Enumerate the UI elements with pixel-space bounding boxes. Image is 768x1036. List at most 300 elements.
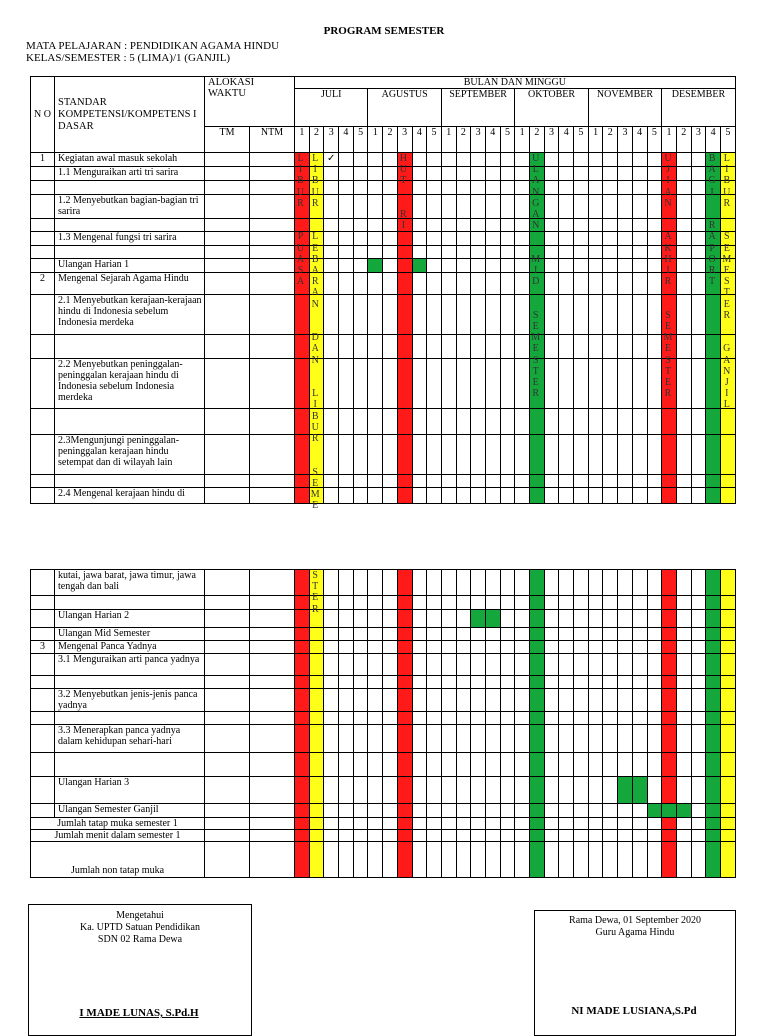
week-cell [471, 259, 486, 273]
week-cell [471, 610, 486, 628]
week-cell [456, 712, 471, 725]
week-cell [632, 219, 647, 232]
week-cell [720, 596, 735, 610]
week-cell [603, 335, 618, 359]
week-cell [412, 259, 427, 273]
week-cell [339, 435, 354, 475]
week-cell [441, 830, 456, 842]
header-week: 2 [456, 127, 471, 153]
row-number [31, 335, 55, 359]
week-cell [632, 232, 647, 246]
week-cell [339, 830, 354, 842]
week-cell [603, 488, 618, 504]
row-number [31, 725, 55, 753]
week-cell [647, 232, 662, 246]
week-cell [632, 712, 647, 725]
row-competency: kutai, jawa barat, jawa timur, jawa tengah dan bali [55, 570, 205, 596]
week-cell [588, 273, 603, 295]
week-cell [515, 488, 530, 504]
cell-ntm [250, 259, 295, 273]
week-cell [691, 167, 706, 181]
week-cell [559, 167, 574, 181]
week-cell [383, 830, 398, 842]
week-cell [691, 725, 706, 753]
week-cell [559, 195, 574, 219]
week-cell [397, 725, 412, 753]
week-cell [691, 689, 706, 712]
week-cell [368, 804, 383, 818]
header-week: 1 [515, 127, 530, 153]
week-cell [544, 359, 559, 409]
week-cell [691, 712, 706, 725]
week-cell [647, 195, 662, 219]
sig-left-name: I MADE LUNAS, S.Pd.H [79, 1007, 199, 1019]
header-week: 5 [647, 127, 662, 153]
week-cell [530, 610, 545, 628]
week-cell [368, 641, 383, 654]
week-cell [515, 359, 530, 409]
week-cell [603, 830, 618, 842]
cell-tm [205, 596, 250, 610]
week-cell [500, 725, 515, 753]
week-cell [706, 689, 721, 712]
week-cell [706, 830, 721, 842]
header-week: 1 [295, 127, 310, 153]
week-cell [559, 725, 574, 753]
table-row [31, 712, 736, 725]
week-cell [574, 753, 589, 777]
row-number [31, 195, 55, 219]
week-cell [544, 195, 559, 219]
cell-ntm [250, 725, 295, 753]
week-cell [676, 246, 691, 259]
week-cell [618, 219, 633, 232]
week-cell [397, 295, 412, 335]
week-cell [603, 610, 618, 628]
week-cell [574, 777, 589, 804]
week-cell [691, 570, 706, 596]
subject-line: MATA PELAJARAN : PENDIDIKAN AGAMA HINDU [26, 40, 280, 52]
week-cell [309, 804, 324, 818]
week-cell [441, 804, 456, 818]
week-cell [544, 676, 559, 689]
week-cell [427, 259, 442, 273]
week-cell [706, 804, 721, 818]
vertical-label-libur-semester: L I B U R S E M E S T E R G A N J I L [722, 153, 732, 411]
week-cell [383, 259, 398, 273]
week-cell [368, 167, 383, 181]
week-cell [412, 610, 427, 628]
week-cell [339, 359, 354, 409]
week-cell [676, 488, 691, 504]
week-cell [412, 335, 427, 359]
week-cell [412, 181, 427, 195]
week-cell [720, 475, 735, 488]
week-cell [691, 435, 706, 475]
week-cell [544, 818, 559, 830]
summary-cell [250, 842, 295, 878]
week-cell [530, 654, 545, 676]
table-row [31, 219, 736, 232]
week-cell [574, 570, 589, 596]
week-cell [485, 676, 500, 689]
row-competency: 2.3Mengunjungi peninggalan-peninggalan kerajaan hindu setempat dan di wilayah lain [55, 435, 205, 475]
week-cell [456, 842, 471, 878]
week-cell [456, 435, 471, 475]
week-cell [544, 753, 559, 777]
week-cell [441, 181, 456, 195]
sig-right-line1: Rama Dewa, 01 September 2020 [569, 915, 701, 926]
week-cell [632, 195, 647, 219]
week-cell [412, 167, 427, 181]
week-cell [544, 596, 559, 610]
row-number: 3 [31, 641, 55, 654]
week-cell [309, 818, 324, 830]
week-cell [441, 712, 456, 725]
week-cell [295, 712, 310, 725]
week-cell [662, 488, 677, 504]
week-cell [588, 641, 603, 654]
row-competency [55, 246, 205, 259]
week-cell [691, 641, 706, 654]
row-competency: 3.3 Menerapkan panca yadnya dalam kehidupan sehari-hari [55, 725, 205, 753]
week-cell [368, 570, 383, 596]
week-cell [515, 777, 530, 804]
week-cell [427, 654, 442, 676]
week-cell [632, 777, 647, 804]
week-cell [662, 842, 677, 878]
week-cell [441, 596, 456, 610]
cell-tm [205, 676, 250, 689]
table-row [31, 475, 736, 488]
week-cell [397, 628, 412, 641]
week-cell [471, 153, 486, 167]
week-cell [662, 570, 677, 596]
week-cell [427, 570, 442, 596]
week-cell [559, 628, 574, 641]
week-cell [339, 232, 354, 246]
week-cell [456, 232, 471, 246]
week-cell [339, 409, 354, 435]
week-cell [471, 818, 486, 830]
week-cell [544, 712, 559, 725]
week-cell [471, 777, 486, 804]
week-cell [412, 488, 427, 504]
week-cell [353, 804, 368, 818]
week-cell [500, 818, 515, 830]
week-cell [515, 409, 530, 435]
week-cell [706, 409, 721, 435]
week-cell [427, 295, 442, 335]
week-cell [383, 295, 398, 335]
week-cell [368, 181, 383, 195]
week-cell [618, 818, 633, 830]
week-cell [559, 232, 574, 246]
cell-tm [205, 219, 250, 232]
week-cell [427, 753, 442, 777]
week-cell [500, 232, 515, 246]
week-cell [720, 628, 735, 641]
week-cell [662, 475, 677, 488]
row-competency: Ulangan Harian 1 [55, 259, 205, 273]
week-cell [515, 610, 530, 628]
week-cell [632, 753, 647, 777]
week-cell [544, 219, 559, 232]
header-month: NOVEMBER [588, 89, 661, 127]
week-cell [706, 570, 721, 596]
week-cell [456, 725, 471, 753]
week-cell [618, 654, 633, 676]
week-cell [500, 295, 515, 335]
week-cell [691, 488, 706, 504]
week-cell [632, 842, 647, 878]
header-week: 5 [427, 127, 442, 153]
week-cell [339, 842, 354, 878]
week-cell [368, 725, 383, 753]
row-number [31, 232, 55, 246]
week-cell [691, 610, 706, 628]
week-cell [574, 295, 589, 335]
week-cell [588, 232, 603, 246]
week-cell [662, 712, 677, 725]
week-cell [706, 475, 721, 488]
week-cell [427, 725, 442, 753]
week-cell [427, 641, 442, 654]
week-cell [618, 475, 633, 488]
week-cell [603, 818, 618, 830]
week-cell [412, 153, 427, 167]
week-cell [383, 654, 398, 676]
week-cell [691, 195, 706, 219]
week-cell [383, 475, 398, 488]
week-cell [588, 628, 603, 641]
week-cell [544, 181, 559, 195]
week-cell [720, 753, 735, 777]
cell-tm [205, 628, 250, 641]
week-cell [456, 475, 471, 488]
table-row [31, 570, 736, 596]
row-number [31, 777, 55, 804]
week-cell [383, 153, 398, 167]
week-cell [588, 712, 603, 725]
week-cell [574, 676, 589, 689]
week-cell [353, 842, 368, 878]
week-cell [706, 641, 721, 654]
week-cell [427, 219, 442, 232]
cell-ntm [250, 167, 295, 181]
week-cell [647, 777, 662, 804]
week-cell [530, 475, 545, 488]
week-cell [574, 654, 589, 676]
week-cell [603, 409, 618, 435]
week-cell [383, 610, 398, 628]
week-cell [397, 570, 412, 596]
week-cell [515, 153, 530, 167]
week-cell [383, 488, 398, 504]
week-cell [368, 335, 383, 359]
week-cell [500, 167, 515, 181]
week-cell [500, 475, 515, 488]
week-cell [471, 654, 486, 676]
week-cell [574, 153, 589, 167]
week-cell [588, 842, 603, 878]
summary-label: Jumlah menit dalam semester 1 [31, 830, 205, 842]
week-cell [412, 712, 427, 725]
week-cell [500, 712, 515, 725]
week-cell [515, 259, 530, 273]
sig-right-name: NI MADE LUSIANA,S.Pd [571, 1005, 697, 1017]
week-cell [515, 596, 530, 610]
week-cell [295, 435, 310, 475]
row-competency: Ulangan Harian 3 [55, 777, 205, 804]
week-cell [706, 628, 721, 641]
week-cell [441, 359, 456, 409]
week-cell [544, 435, 559, 475]
week-cell [574, 830, 589, 842]
week-cell [603, 273, 618, 295]
week-cell [353, 654, 368, 676]
cell-ntm [250, 219, 295, 232]
week-cell [618, 842, 633, 878]
week-cell [691, 359, 706, 409]
week-cell [691, 153, 706, 167]
row-number [31, 689, 55, 712]
week-cell [662, 804, 677, 818]
week-cell [706, 842, 721, 878]
week-cell [574, 475, 589, 488]
week-cell [456, 804, 471, 818]
row-number [31, 219, 55, 232]
week-cell [368, 689, 383, 712]
week-cell [339, 654, 354, 676]
week-cell [471, 219, 486, 232]
row-competency: Ulangan Semester Ganjil [55, 804, 205, 818]
week-cell [515, 712, 530, 725]
table-row [31, 488, 736, 504]
week-cell [676, 777, 691, 804]
week-cell [559, 475, 574, 488]
week-cell [485, 712, 500, 725]
week-cell [588, 335, 603, 359]
week-cell [397, 842, 412, 878]
week-cell [295, 475, 310, 488]
week-cell [441, 246, 456, 259]
week-cell [603, 804, 618, 818]
week-cell [368, 596, 383, 610]
week-cell [353, 273, 368, 295]
week-cell [676, 181, 691, 195]
week-cell [324, 596, 339, 610]
week-cell [309, 712, 324, 725]
week-cell [500, 153, 515, 167]
week-cell [397, 610, 412, 628]
week-cell [647, 359, 662, 409]
week-cell [618, 804, 633, 818]
week-cell [691, 246, 706, 259]
week-cell [339, 259, 354, 273]
week-cell [500, 219, 515, 232]
cell-tm [205, 259, 250, 273]
row-competency [55, 181, 205, 195]
week-cell [515, 676, 530, 689]
week-cell [588, 153, 603, 167]
row-competency: Mengenal Panca Yadnya [55, 641, 205, 654]
week-cell [559, 359, 574, 409]
week-cell [324, 777, 339, 804]
week-cell [441, 259, 456, 273]
row-number [31, 804, 55, 818]
cell-tm [205, 232, 250, 246]
week-cell [397, 475, 412, 488]
week-cell [427, 153, 442, 167]
week-cell [412, 641, 427, 654]
week-cell [368, 676, 383, 689]
week-cell [515, 435, 530, 475]
week-cell [647, 641, 662, 654]
header-week: 3 [544, 127, 559, 153]
week-cell [647, 273, 662, 295]
week-cell [353, 219, 368, 232]
cell-ntm [250, 628, 295, 641]
week-cell [647, 712, 662, 725]
week-cell [368, 842, 383, 878]
week-cell [471, 628, 486, 641]
week-cell [441, 475, 456, 488]
week-cell [441, 195, 456, 219]
week-cell [603, 195, 618, 219]
week-cell [691, 335, 706, 359]
week-cell [309, 654, 324, 676]
week-cell [515, 830, 530, 842]
week-cell [676, 195, 691, 219]
week-cell [324, 654, 339, 676]
week-cell [588, 596, 603, 610]
week-cell [397, 689, 412, 712]
week-cell [295, 676, 310, 689]
week-cell [515, 232, 530, 246]
week-cell [603, 676, 618, 689]
week-cell [427, 689, 442, 712]
week-cell [456, 570, 471, 596]
header-alokasi: ALOKASI WAKTU [205, 77, 295, 127]
week-cell [353, 181, 368, 195]
sig-right-line2: Guru Agama Hindu [595, 927, 675, 938]
week-cell [544, 654, 559, 676]
week-cell [544, 689, 559, 712]
week-cell [441, 842, 456, 878]
week-cell [691, 676, 706, 689]
week-cell [427, 409, 442, 435]
week-cell [500, 628, 515, 641]
week-cell [295, 359, 310, 409]
row-competency [55, 753, 205, 777]
week-cell [456, 259, 471, 273]
week-cell [339, 273, 354, 295]
table-row [31, 725, 736, 753]
table-row [31, 195, 736, 219]
check-mark: ✓ [324, 153, 339, 167]
week-cell [500, 488, 515, 504]
week-cell [544, 232, 559, 246]
row-number: 1 [31, 153, 55, 167]
week-cell [427, 712, 442, 725]
week-cell [456, 335, 471, 359]
week-cell [676, 435, 691, 475]
week-cell [691, 295, 706, 335]
vertical-label-libur-lebaran-2: S T E R [311, 570, 319, 615]
week-cell [309, 777, 324, 804]
week-cell [441, 725, 456, 753]
